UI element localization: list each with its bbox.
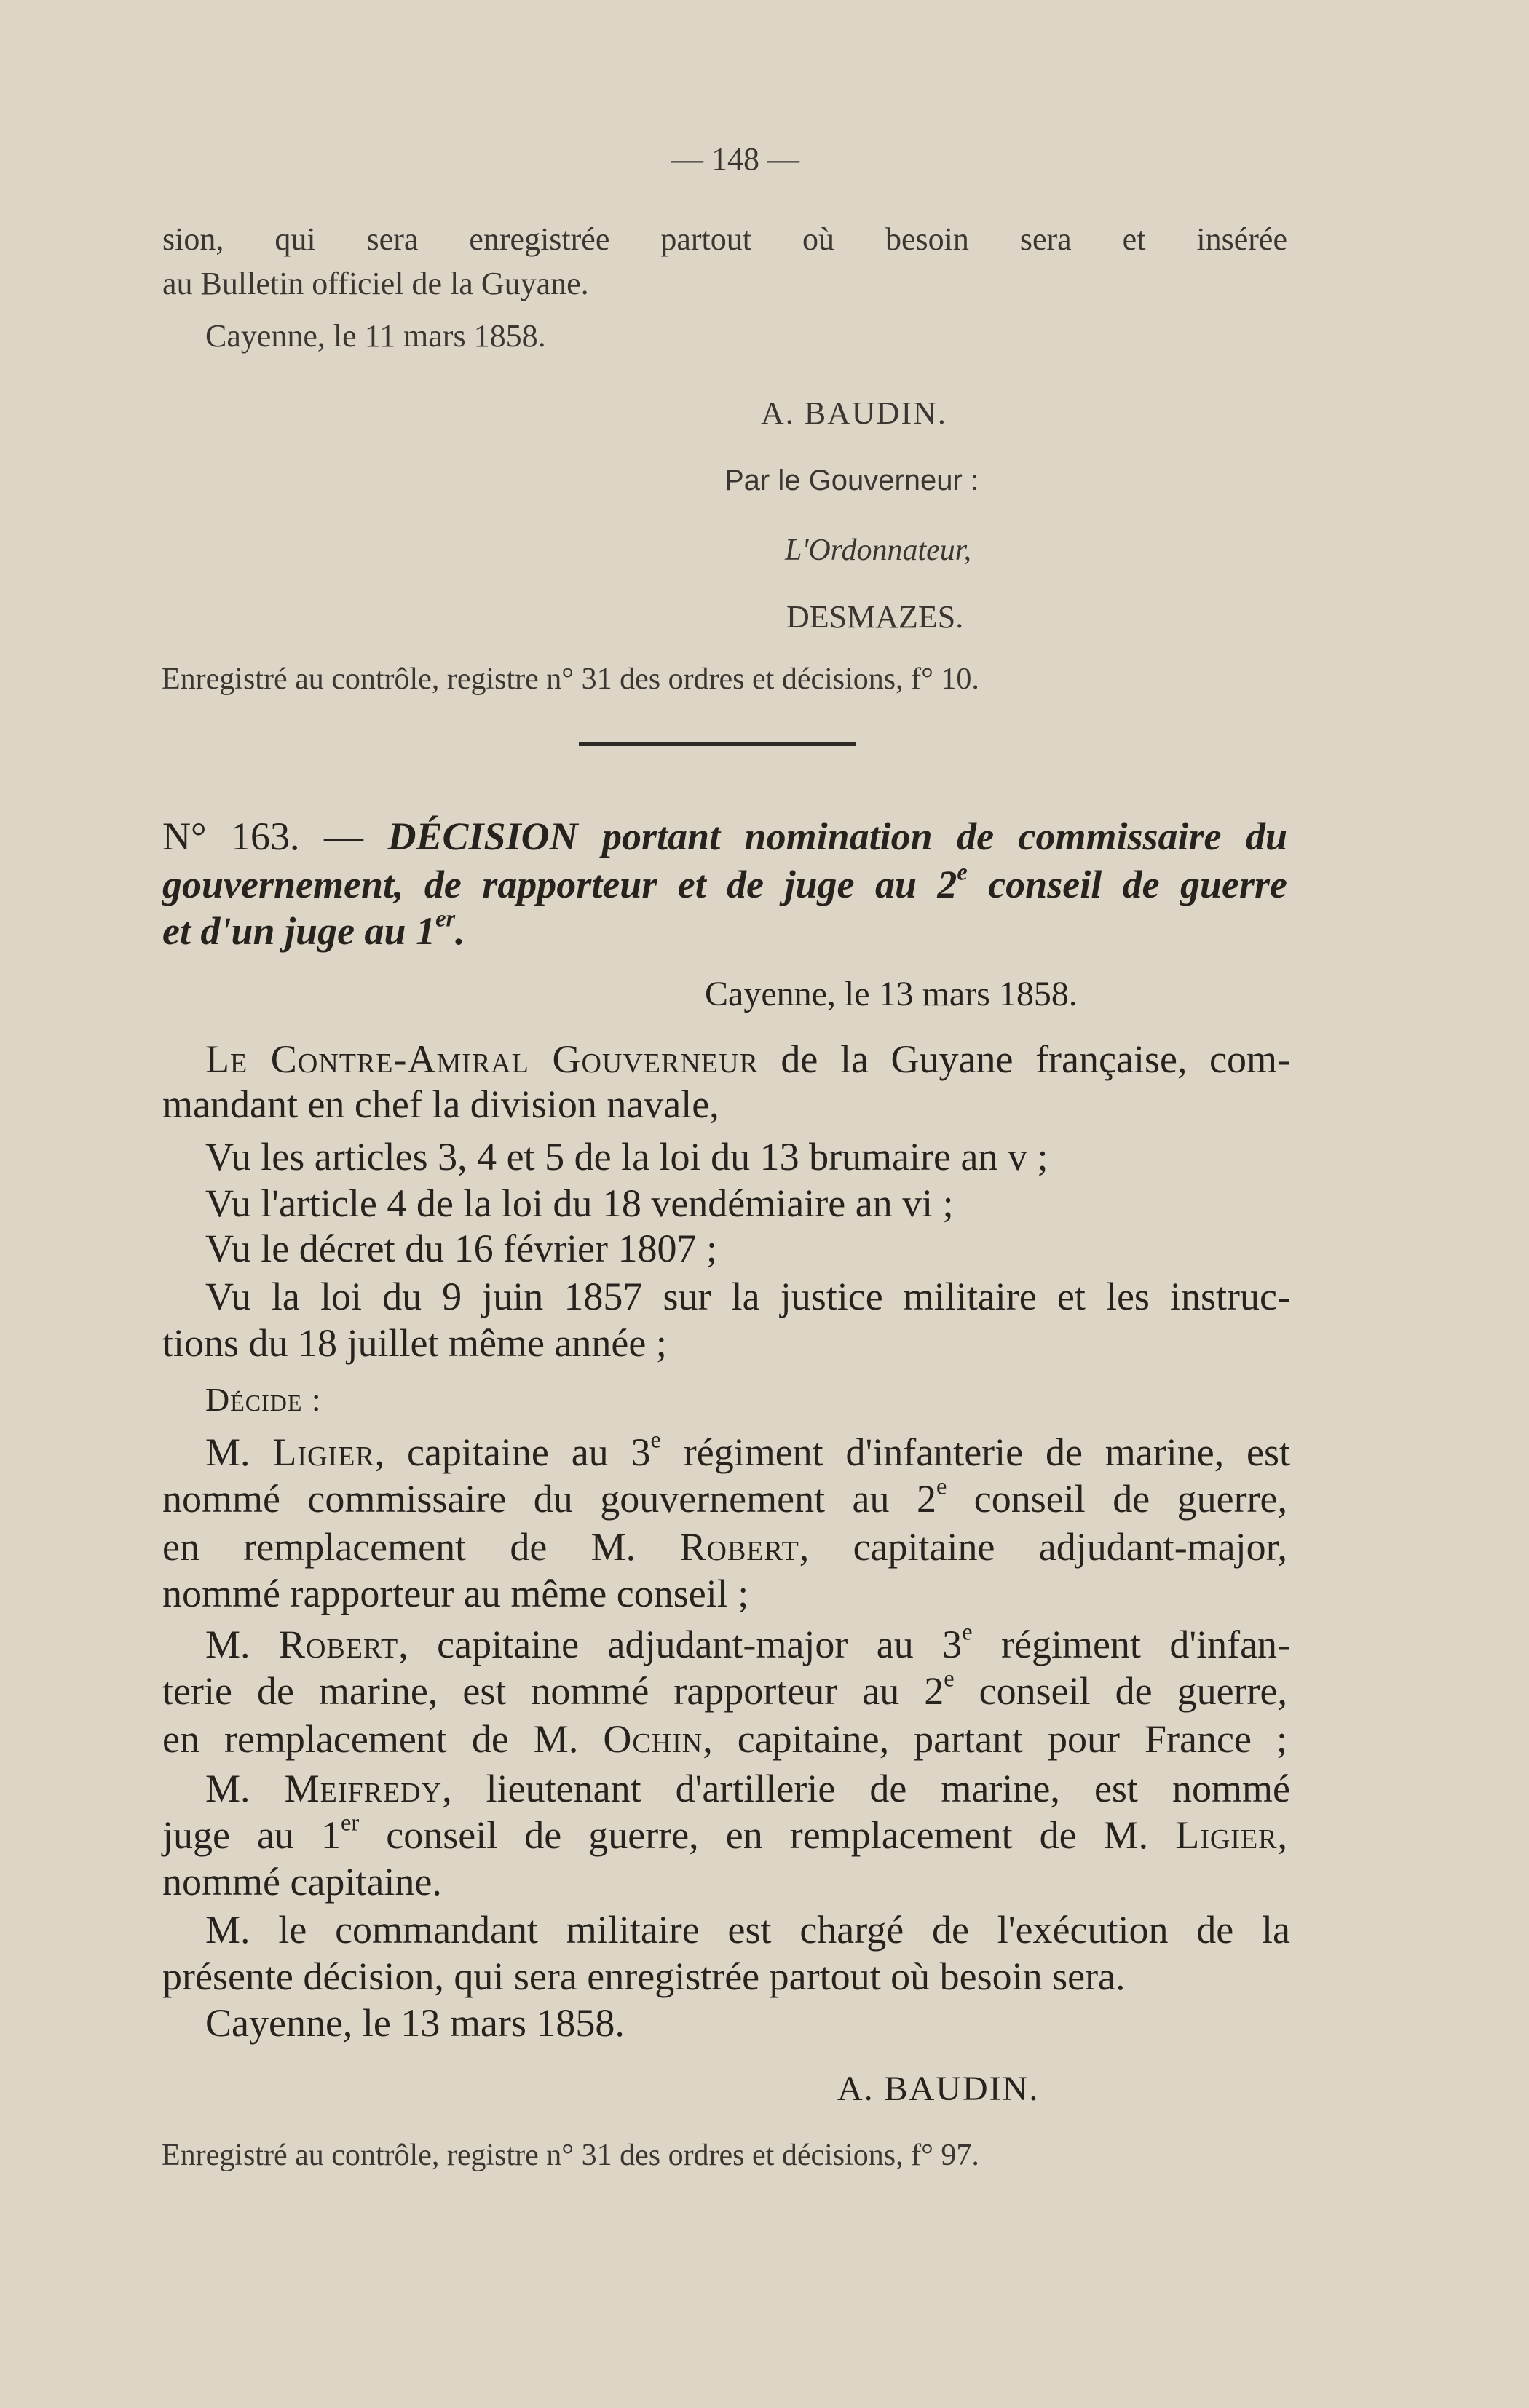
vu-line-2: Vu l'article 4 de la loi du 18 vendémiaire an vi ; bbox=[205, 1181, 954, 1225]
p2-line-2: terie de marine, est nommé rapporteur au 2e conseil de guerre, bbox=[162, 1666, 1287, 1713]
place-date: Cayenne, le 13 mars 1858. bbox=[705, 975, 1078, 1013]
preamble-line-2: mandant en chef la division navale, bbox=[162, 1082, 719, 1126]
p3-line-2: juge au 1er conseil de guerre, en remplacement de M. Ligier, bbox=[162, 1810, 1287, 1857]
decision-title-line-3: et d'un juge au 1er. bbox=[162, 906, 465, 953]
continuation-line-2: au Bulletin officiel de la Guyane. bbox=[162, 266, 589, 301]
p2-line-3: en remplacement de M. Ochin, capitaine, partant pour France ; bbox=[162, 1717, 1287, 1761]
vu-line-1: Vu les articles 3, 4 et 5 de la loi du 13 brumaire an v ; bbox=[205, 1135, 1048, 1179]
by-governor: Par le Gouverneur : bbox=[724, 464, 979, 496]
p3-line-1: M. Meifredy, lieutenant d'artillerie de marine, est nommé bbox=[205, 1767, 1290, 1810]
preamble-line-1: Le Contre-Amiral Gouverneur de la Guyane française, com- bbox=[205, 1037, 1290, 1081]
p1-line-2: nommé commissaire du gouvernement au 2e conseil de guerre, bbox=[162, 1473, 1288, 1521]
p4-line-2: présente décision, qui sera enregistrée partout où besoin sera. bbox=[162, 1954, 1126, 1998]
vu-line-3: Vu le décret du 16 février 1807 ; bbox=[205, 1227, 718, 1270]
decision-title-line-1 bbox=[162, 817, 1287, 856]
ordonnateur-title: L'Ordonnateur, bbox=[785, 534, 971, 567]
signatory-1: A. BAUDIN. bbox=[761, 395, 947, 431]
vu-line-4: Vu la loi du 9 juin 1857 sur la justice militaire et les instruc- bbox=[205, 1275, 1290, 1318]
date-line-2: Cayenne, le 13 mars 1858. bbox=[205, 2001, 625, 2045]
p4-line-1: M. le commandant militaire est chargé de l'exécution de la bbox=[205, 1908, 1290, 1952]
date-line-1: Cayenne, le 11 mars 1858. bbox=[205, 318, 546, 354]
registration-1: Enregistré au contrôle, registre n° 31 des ordres et décisions, f° 10. bbox=[162, 662, 979, 696]
signatory-2: A. BAUDIN. bbox=[837, 2070, 1040, 2108]
continuation-line-1: sion, qui sera enregistrée partout où besoin sera et insérée bbox=[162, 221, 1287, 257]
decision-number: N° 163. — bbox=[162, 815, 364, 858]
registration-2: Enregistré au contrôle, registre n° 31 des ordres et décisions, f° 97. bbox=[162, 2139, 979, 2172]
p2-line-1: M. Robert, capitaine adjudant-major au 3e régiment d'infan- bbox=[205, 1619, 1291, 1666]
separator-rule bbox=[579, 742, 856, 746]
p1-line-1: M. Ligier, capitaine au 3e régiment d'infanterie de marine, est bbox=[205, 1427, 1290, 1474]
ordonnateur-name: DESMAZES. bbox=[786, 599, 964, 635]
decision-title-1: DÉCISION portant nomination de commissaire du bbox=[387, 815, 1288, 858]
decide-heading: Décide : bbox=[205, 1381, 322, 1418]
p1-line-3: en remplacement de M. Robert, capitaine adjudant-major, bbox=[162, 1525, 1287, 1569]
page-number: — 148 — bbox=[671, 141, 799, 177]
p1-line-4: nommé rapporteur au même conseil ; bbox=[162, 1572, 749, 1615]
vu-line-5: tions du 18 juillet même année ; bbox=[162, 1321, 667, 1365]
p3-line-3: nommé capitaine. bbox=[162, 1860, 442, 1904]
decision-title-line-2: gouvernement, de rapporteur et de juge au 2e conseil de guerre bbox=[162, 859, 1288, 906]
